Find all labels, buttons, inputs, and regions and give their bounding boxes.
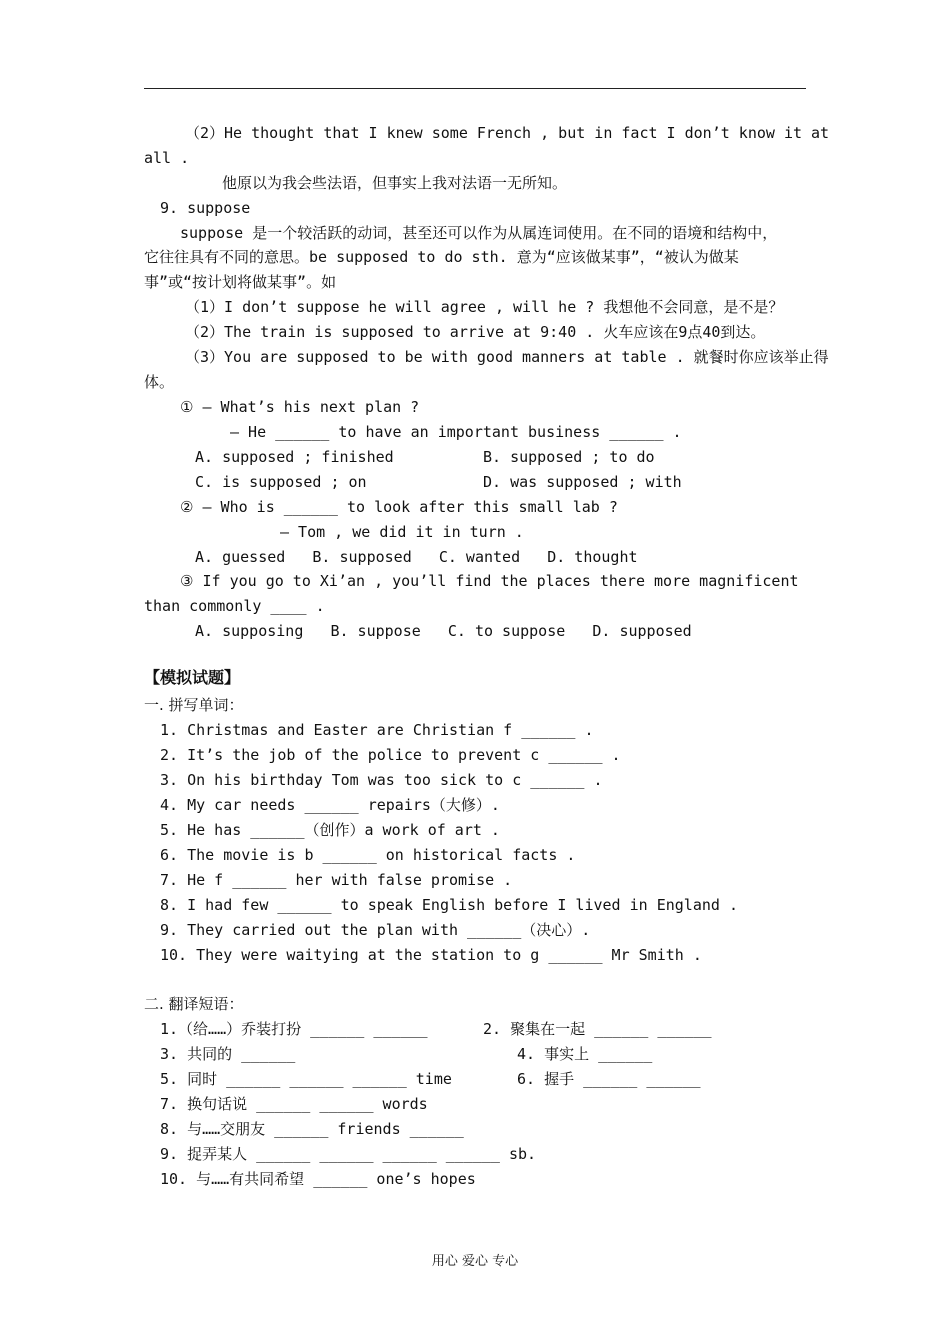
text-line: 2. 聚集在一起 ______ ______ [483,1020,712,1038]
text-line: A. guessed B. supposed C. wanted D. thought [195,548,638,566]
text-line: （1）I don’t suppose he will agree , will he ? 我想他不会同意，是不是？ [185,298,784,316]
text-line: ① — What’s his next plan ? [180,398,420,416]
text-line: B. supposed ; to do [483,448,655,466]
text-line: 它往往具有不同的意思。be supposed to do sth. 意为“应该做某事”，“被认为做某 [144,248,739,266]
text-line: 6. The movie is b ______ on historical facts . [160,846,576,864]
text-line: D. was supposed ; with [483,473,682,491]
header-rule [144,88,806,89]
text-line: ② — Who is ______ to look after this small lab ? [180,498,618,516]
text-line: 1.（给……）乔装打扮 ______ ______ [160,1020,428,1038]
text-line: （2）The train is supposed to arrive at 9:40 . 火车应该在9点40到达。 [185,323,766,341]
text-line: 体。 [144,373,175,391]
text-line: — Tom , we did it in turn . [280,523,524,541]
text-line: 事”或“按计划将做某事”。如 [144,273,337,291]
text-line: A. supposed ; finished [195,448,394,466]
text-line: A. supposing B. suppose C. to suppose D. supposed [195,622,692,640]
text-line: 9. 捉弄某人 ______ ______ ______ ______ sb. [160,1145,537,1163]
text-line: 4. 事实上 ______ [517,1045,653,1063]
text-line: C. is supposed ; on [195,473,367,491]
text-line: 3. 共同的 ______ [160,1045,296,1063]
text-line: 他原以为我会些法语，但事实上我对法语一无所知。 [222,174,568,192]
text-line: 4. My car needs ______ repairs（大修）. [160,796,500,814]
text-line: 9. suppose [160,199,251,217]
text-line: 6. 握手 ______ ______ [517,1070,701,1088]
text-line: 5. 同时 ______ ______ ______ time [160,1070,452,1088]
text-line: ③ If you go to Xi’an , you’ll find the places there more magnificent [180,572,799,590]
text-line: （3）You are supposed to be with good manners at table . 就餐时你应该举止得 [185,348,829,366]
text-line: 二. 翻译短语： [144,995,244,1013]
text-line: 1. Christmas and Easter are Christian f ______ . [160,721,594,739]
text-line: 8. 与……交朋友 ______ friends ______ [160,1120,464,1138]
text-line: 5. He has ______（创作）a work of art . [160,821,500,839]
text-line: all . [144,149,190,167]
text-line: suppose 是一个较活跃的动词，甚至还可以作为从属连词使用。在不同的语境和结构中， [180,224,778,242]
text-line: 3. On his birthday Tom was too sick to c ______ . [160,771,603,789]
section-heading: 【模拟试题】 [144,668,241,687]
text-line: 一. 拼写单词： [144,696,244,714]
text-line: 7. He f ______ her with false promise . [160,871,513,889]
text-line: 9. They carried out the plan with ______（决心）. [160,921,591,939]
text-line: （2）He thought that I knew some French , but in fact I don’t know it at [185,124,830,142]
text-line: 2. It’s the job of the police to prevent c ______ . [160,746,621,764]
text-line: 7. 换句话说 ______ ______ words [160,1095,428,1113]
text-line: 8. I had few ______ to speak English before I lived in England . [160,896,738,914]
text-line: — He ______ to have an important business ______ . [230,423,682,441]
text-line: 10. They were waitying at the station to g ______ Mr Smith . [160,946,702,964]
text-line: than commonly ____ . [144,597,325,615]
page-footer: 用心 爱心 专心 [431,1254,519,1269]
text-line: 10. 与……有共同希望 ______ one’s hopes [160,1170,476,1188]
